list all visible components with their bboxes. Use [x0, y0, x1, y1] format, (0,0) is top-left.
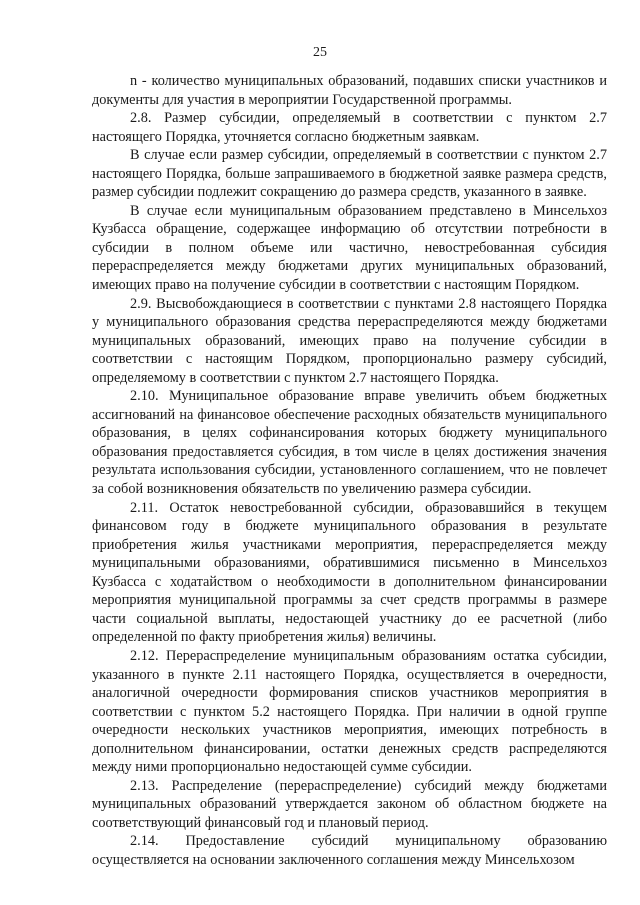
paragraph-2-14: 2.14. Предоставление субсидий муниципальному образованию осуществляется на основании заключенного соглашения между Минсельхозом	[92, 833, 607, 868]
paragraph-2-8-reduction: В случае если размер субсидии, определяемый в соответствии с пунктом 2.7 настоящего Порядка, больше запрашиваемого в бюджетной заявке размера средств, размер субсидии подлежит сокращению до размера средств, указанного в заявке.	[92, 147, 607, 201]
paragraph-2-11: 2.11. Остаток невостребованной субсидии, образовавшийся в текущем финансовом году в бюджете муниципального образования в результате приобретения жилья участниками мероприятия, перераспределяется между муниципальными образованиями, обратившимися письменно в Минсельхоз Кузбасса с ходатайством о необходимости в дополнительном финансировании мероприятия муниципальной программы за счет средств программы в размере части социальной выплаты, недостающей участнику до ее расчетной (либо определенной по факту приобретения жилья) величины.	[92, 499, 607, 646]
paragraph-2-9: 2.9. Высвобождающиеся в соответствии с пунктами 2.8 настоящего Порядка у муниципального образования средства перераспределяются между бюджетами муниципальных образований, имеющих право на получение субсидии в соответствии с настоящим Порядком, пропорционально размеру субсидий, определяемому в соответствии с пунктом 2.7 настоящего Порядка.	[92, 295, 607, 386]
paragraph-2-12: 2.12. Перераспределение муниципальным образованиям остатка субсидии, указанного в пункте 2.11 настоящего Порядка, осуществляется в очередности, аналогичной очередности формирования списков участников мероприятия в соответствии с пунктом 5.2 настоящего Порядка. При наличии в одной группе очередности нескольких участников мероприятия, имеющих потребность в дополнительном финансировании, остатки денежных средств распределяются между ними пропорционально недостающей сумме субсидии.	[92, 647, 607, 776]
document-body	[92, 72, 607, 870]
paragraph-2-10: 2.10. Муниципальное образование вправе увеличить объем бюджетных ассигнований на финансовое обеспечение расходных обязательств муниципального образования, в целях софинансирования которых бюджету муниципального образования предоставляется субсидия, в том числе в целях достижения значения результата использования субсидии, установленного соглашением, что не повлечет за собой возникновения обязательств по увеличению размера субсидии.	[92, 388, 607, 498]
page-number: 25	[313, 45, 327, 60]
paragraph-2-13: 2.13. Распределение (перераспределение) субсидий между бюджетами муниципальных образований утверждается законом об областном бюджете на соответствующий финансовый год и плановый период.	[92, 777, 607, 831]
paragraph-formula-note: n - количество муниципальных образований, подавших списки участников и документы для участия в мероприятии Государственной программы.	[92, 73, 607, 108]
paragraph-2-8-redistribution: В случае если муниципальным образованием представлено в Минсельхоз Кузбасса обращение, содержащее информацию об отсутствии потребности в субсидии в полном объеме или частично, невостребованная субсидия перераспределяется между бюджетами других муниципальных образований, имеющих право на получение субсидии в соответствии с настоящим Порядком.	[92, 202, 607, 294]
paragraph-2-8: 2.8. Размер субсидии, определяемый в соответствии с пунктом 2.7 настоящего Порядка, уточняется согласно бюджетным заявкам.	[92, 110, 607, 145]
